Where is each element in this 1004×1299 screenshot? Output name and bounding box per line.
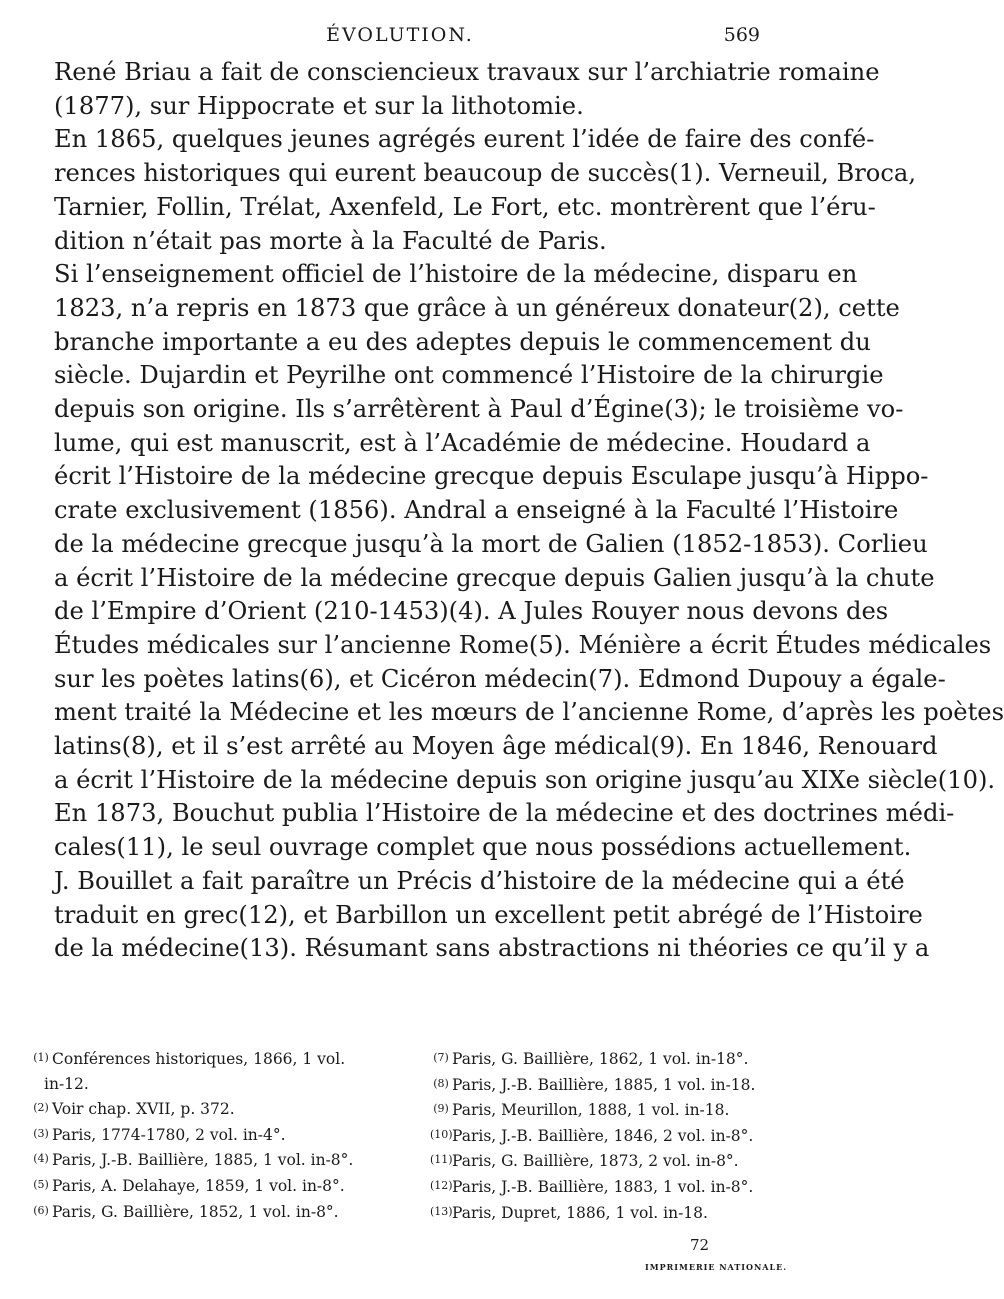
text-line: de la médecine grecque jusqu’à la mort de Galien (1852-1853). Corlieu xyxy=(54,529,928,558)
text-line: traduit en grec(12), et Barbillon un excellent petit abrégé de l’Histoire xyxy=(54,900,923,929)
footnote xyxy=(30,1096,400,1122)
footnote-number: (6) xyxy=(33,1203,49,1217)
text-line: 1823, n’a repris en 1873 que grâce à un généreux donateur(2), cette xyxy=(54,293,900,322)
footnote-text: Conférences historiques, 1866, 1 vol. xyxy=(52,1050,346,1068)
text-line: dition n’était pas morte à la Faculté de Paris. xyxy=(54,226,607,255)
footnote-text: Paris, J.-B. Baillière, 1885, 1 vol. in-8°. xyxy=(52,1151,354,1170)
footnote xyxy=(430,1123,800,1149)
footnote-text: Paris, 1774-1780, 2 vol. in-4°. xyxy=(52,1125,286,1144)
footnote xyxy=(430,1148,800,1174)
text-line: de l’Empire d’Orient (210-1453)(4). A Jules Rouyer nous devons des xyxy=(54,597,889,626)
footnotes-left-column xyxy=(30,1046,400,1224)
text-line: ment traité la Médecine et les mœurs de l’ancienne Rome, d’après les poètes xyxy=(54,698,1004,727)
text-line: de la médecine(13). Résumant sans abstractions ni théories ce qu’il y a xyxy=(54,934,930,963)
footnote xyxy=(430,1200,800,1226)
footnote xyxy=(30,1173,400,1199)
footnote-number: (4) xyxy=(33,1152,49,1166)
body-text xyxy=(54,56,1004,966)
footnote-text: Paris, G. Baillière, 1862, 1 vol. in-18°. xyxy=(452,1050,749,1068)
text-line: depuis son origine. Ils s’arrêtèrent à Paul d’Égine(3); le troisième vo- xyxy=(54,395,904,424)
footnote-text: Paris, J.-B. Baillière, 1846, 2 vol. in-8°. xyxy=(452,1126,754,1145)
footnote xyxy=(430,1072,800,1098)
footnote-number: (7) xyxy=(433,1051,449,1064)
footnote-text: Paris, G. Baillière, 1873, 2 vol. in-8°. xyxy=(452,1152,739,1171)
footnote-text: Paris, A. Delahaye, 1859, 1 vol. in-8°. xyxy=(52,1176,345,1195)
text-line: René Briau a fait de consciencieux travaux sur l’archiatrie romaine xyxy=(54,58,880,86)
text-line: rences historiques qui eurent beaucoup de succès(1). Verneuil, Broca, xyxy=(54,159,917,188)
footnote xyxy=(30,1046,400,1072)
signature-mark: 72 xyxy=(690,1236,710,1254)
footnote-number: (1) xyxy=(33,1051,49,1064)
text-line: branche importante a eu des adeptes depuis le commencement du xyxy=(54,327,871,356)
text-line: latins(8), et il s’est arrêté au Moyen âge médical(9). En 1846, Renouard xyxy=(54,732,938,761)
footnote-text: Paris, J.-B. Baillière, 1885, 1 vol. in-18. xyxy=(452,1075,756,1094)
footnote xyxy=(430,1097,800,1123)
text-line: écrit l’Histoire de la médecine grecque depuis Esculape jusqu’à Hippo- xyxy=(54,462,929,491)
footnotes-right-column xyxy=(430,1046,800,1225)
footnote xyxy=(30,1122,400,1148)
running-header xyxy=(0,22,800,52)
footnote-number: (9) xyxy=(433,1102,449,1116)
footnote-number: (12) xyxy=(430,1178,453,1192)
imprint-line: IMPRIMERIE NATIONALE. xyxy=(645,1262,788,1272)
footnote-text: Paris, G. Baillière, 1852, 1 vol. in-8°. xyxy=(52,1202,339,1221)
text-line: sur les poètes latins(6), et Cicéron médecin(7). Edmond Dupouy a égale- xyxy=(54,664,946,693)
text-line: Tarnier, Follin, Trélat, Axenfeld, Le Fort, etc. montrèrent que l’éru- xyxy=(54,192,876,221)
page-number: 569 xyxy=(723,24,760,46)
footnote-text: in-12. xyxy=(44,1074,89,1093)
footnote xyxy=(430,1046,800,1072)
footnote-number: (10) xyxy=(430,1127,453,1141)
footnote-number: (5) xyxy=(33,1177,49,1191)
footnote-text: Paris, J.-B. Baillière, 1883, 1 vol. in-8°. xyxy=(452,1177,754,1196)
text-line: Études médicales sur l’ancienne Rome(5). Ménière a écrit Études médicales xyxy=(54,630,992,659)
footnote xyxy=(30,1199,400,1225)
text-line: crate exclusivement (1856). Andral a enseigné à la Faculté l’Histoire xyxy=(54,496,899,525)
footnote-number: (3) xyxy=(33,1126,49,1140)
footnote-number: (2) xyxy=(33,1101,49,1115)
footnote-text: Voir chap. XVII, p. 372. xyxy=(52,1100,235,1119)
text-line: a écrit l’Histoire de la médecine grecque depuis Galien jusqu’à la chute xyxy=(54,563,935,592)
footnote xyxy=(30,1072,400,1097)
footnote-number: (13) xyxy=(430,1204,453,1218)
text-line: Si l’enseignement officiel de l’histoire de la médecine, disparu en xyxy=(54,260,858,289)
text-line: En 1865, quelques jeunes agrégés eurent l’idée de faire des confé- xyxy=(54,125,875,154)
footnote-number: (8) xyxy=(433,1076,449,1090)
footnote xyxy=(30,1147,400,1173)
text-line: siècle. Dujardin et Peyrilhe ont commencé l’Histoire de la chirurgie xyxy=(54,361,884,390)
text-line: J. Bouillet a fait paraître un Précis d’histoire de la médecine qui a été xyxy=(54,866,905,895)
text-line: En 1873, Bouchut publia l’Histoire de la médecine et des doctrines médi- xyxy=(54,799,955,828)
text-line: lume, qui est manuscrit, est à l’Académie de médecine. Houdard a xyxy=(54,428,871,457)
text-line: cales(11), le seul ouvrage complet que nous possédions actuellement. xyxy=(54,833,912,862)
footnote-text: Paris, Meurillon, 1888, 1 vol. in-18. xyxy=(452,1101,730,1120)
footnote-number: (11) xyxy=(430,1153,453,1167)
text-line: a écrit l’Histoire de la médecine depuis son origine jusqu’au XIXe siècle(10). xyxy=(54,765,996,794)
text-line: (1877), sur Hippocrate et sur la lithotomie. xyxy=(54,91,584,120)
footnote xyxy=(430,1174,800,1200)
footnote-text: Paris, Dupret, 1886, 1 vol. in-18. xyxy=(452,1203,708,1222)
running-title: ÉVOLUTION. xyxy=(326,24,474,46)
